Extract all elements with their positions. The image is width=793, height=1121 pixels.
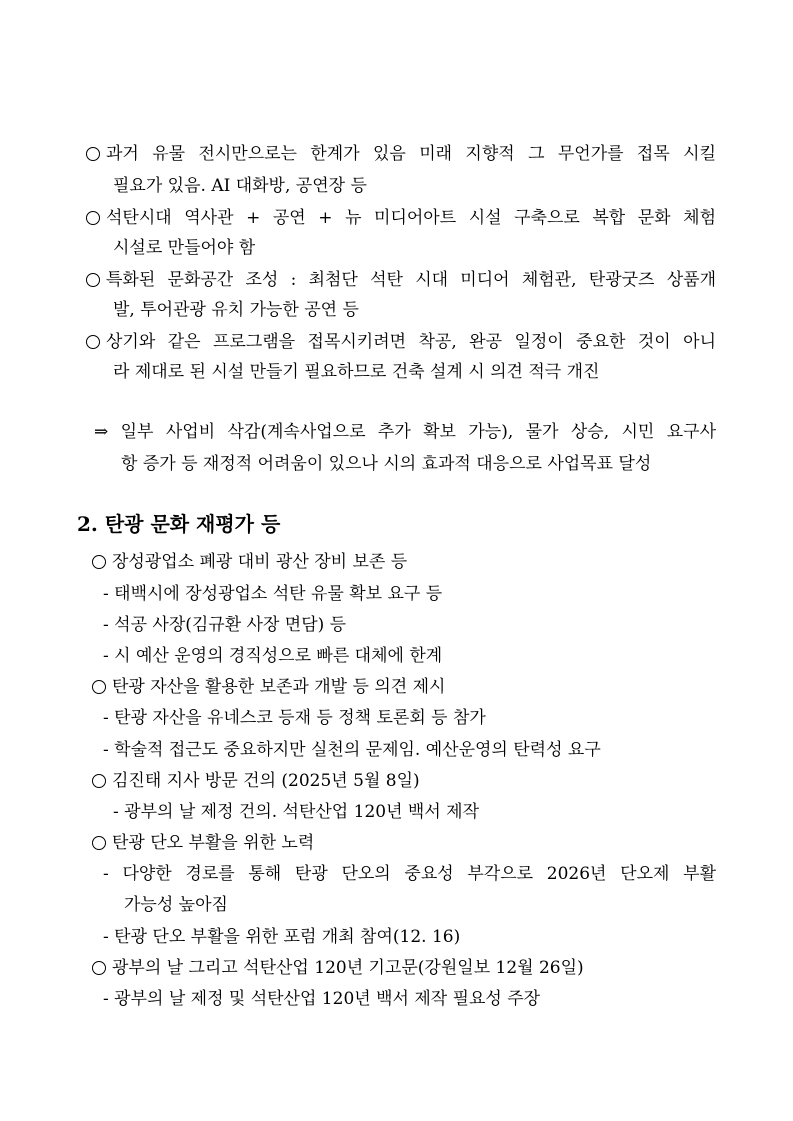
- circle-bullet-icon: [86, 147, 100, 161]
- bullet-2-line-2: 시설로 만들어야 함: [113, 238, 256, 258]
- conclusion-line-2: 항 증가 등 재정적 어려움이 있으나 시의 효과적 대응으로 사업목표 달성: [121, 454, 652, 474]
- bullet-text: 석탄시대 역사관 + 공연 + 뉴 미디어아트 시설 구축으로 복합 문화 체험: [106, 208, 716, 228]
- block-1-sub-3: - 시 예산 운영의 경직성으로 빠른 대체에 한계: [103, 646, 443, 666]
- block-1-sub-2: - 석공 사장(김규환 사장 면담) 등: [103, 615, 347, 635]
- bullet-2-line-1: [86, 208, 716, 228]
- block-2-sub-2: - 학술적 접근도 중요하지만 실천의 문제임. 예산운영의 탄력성 요구: [103, 740, 601, 760]
- block-5-sub-1: - 광부의 날 제정 및 석탄산업 120년 백서 제작 필요성 주장: [103, 989, 541, 1009]
- circle-bullet-icon: [86, 335, 100, 349]
- circle-bullet-icon: [92, 836, 106, 850]
- bullet-1-line-2: 필요가 있음. AI 대화방, 공연장 등: [113, 176, 367, 196]
- bullet-4-line-2: 라 제대로 된 시설 만들기 필요하므로 건축 설계 시 의견 적극 개진: [113, 362, 600, 382]
- block-1-sub-1: - 태백시에 장성광업소 석탄 유물 확보 요구 등: [103, 584, 443, 604]
- block-5-title: 광부의 날 그리고 석탄산업 120년 기고문(강원일보 12월 26일): [92, 958, 584, 978]
- circle-bullet-icon: [92, 961, 106, 975]
- circle-bullet-icon: [92, 774, 106, 788]
- circle-bullet-icon: [92, 555, 106, 569]
- section-heading: 2. 탄광 문화 재평가 등: [77, 512, 281, 536]
- circle-bullet-icon: [86, 211, 100, 225]
- block-4-title: 탄광 단오 부활을 위한 노력: [92, 833, 314, 853]
- block-4-sub-1-cont: 가능성 높아짐: [124, 895, 228, 915]
- bullet-text: 상기와 같은 프로그램을 접목시키려면 착공, 완공 일정이 중요한 것이 아니: [106, 332, 716, 352]
- conclusion-line-1: ⇒ 일부 사업비 삭감(계속사업으로 추가 확보 가능), 물가 상승, 시민 요구사: [94, 422, 716, 442]
- block-4-sub-1: - 다양한 경로를 통해 탄광 단오의 중요성 부각으로 2026년 단오제 부활: [103, 864, 716, 884]
- block-1-title: 장성광업소 폐광 대비 광산 장비 보존 등: [92, 552, 407, 572]
- bullet-4-line-1: [86, 332, 716, 352]
- block-3-sub-1: - 광부의 날 제정 건의. 석탄산업 120년 백서 제작: [113, 802, 479, 822]
- bullet-text: 과거 유물 전시만으로는 한계가 있음 미래 지향적 그 무언가를 접목 시킬: [106, 144, 716, 164]
- block-4-sub-2: - 탄광 단오 부활을 위한 포럼 개최 참여(12. 16): [103, 927, 461, 947]
- bullet-3-line-2: 발, 투어관광 유치 가능한 공연 등: [113, 300, 359, 320]
- bullet-3-line-1: [86, 270, 716, 290]
- bullet-1-line-1: [86, 144, 716, 164]
- circle-bullet-icon: [92, 680, 106, 694]
- block-2-title: 탄광 자산을 활용한 보존과 개발 등 의견 제시: [92, 677, 445, 697]
- block-3-title: 김진태 지사 방문 건의 (2025년 5월 8일): [92, 771, 420, 791]
- circle-bullet-icon: [86, 273, 100, 287]
- bullet-text: 특화된 문화공간 조성 : 최첨단 석탄 시대 미디어 체험관, 탄광굿즈 상품개: [106, 270, 716, 290]
- block-2-sub-1: - 탄광 자산을 유네스코 등재 등 정책 토론회 등 참가: [103, 708, 486, 728]
